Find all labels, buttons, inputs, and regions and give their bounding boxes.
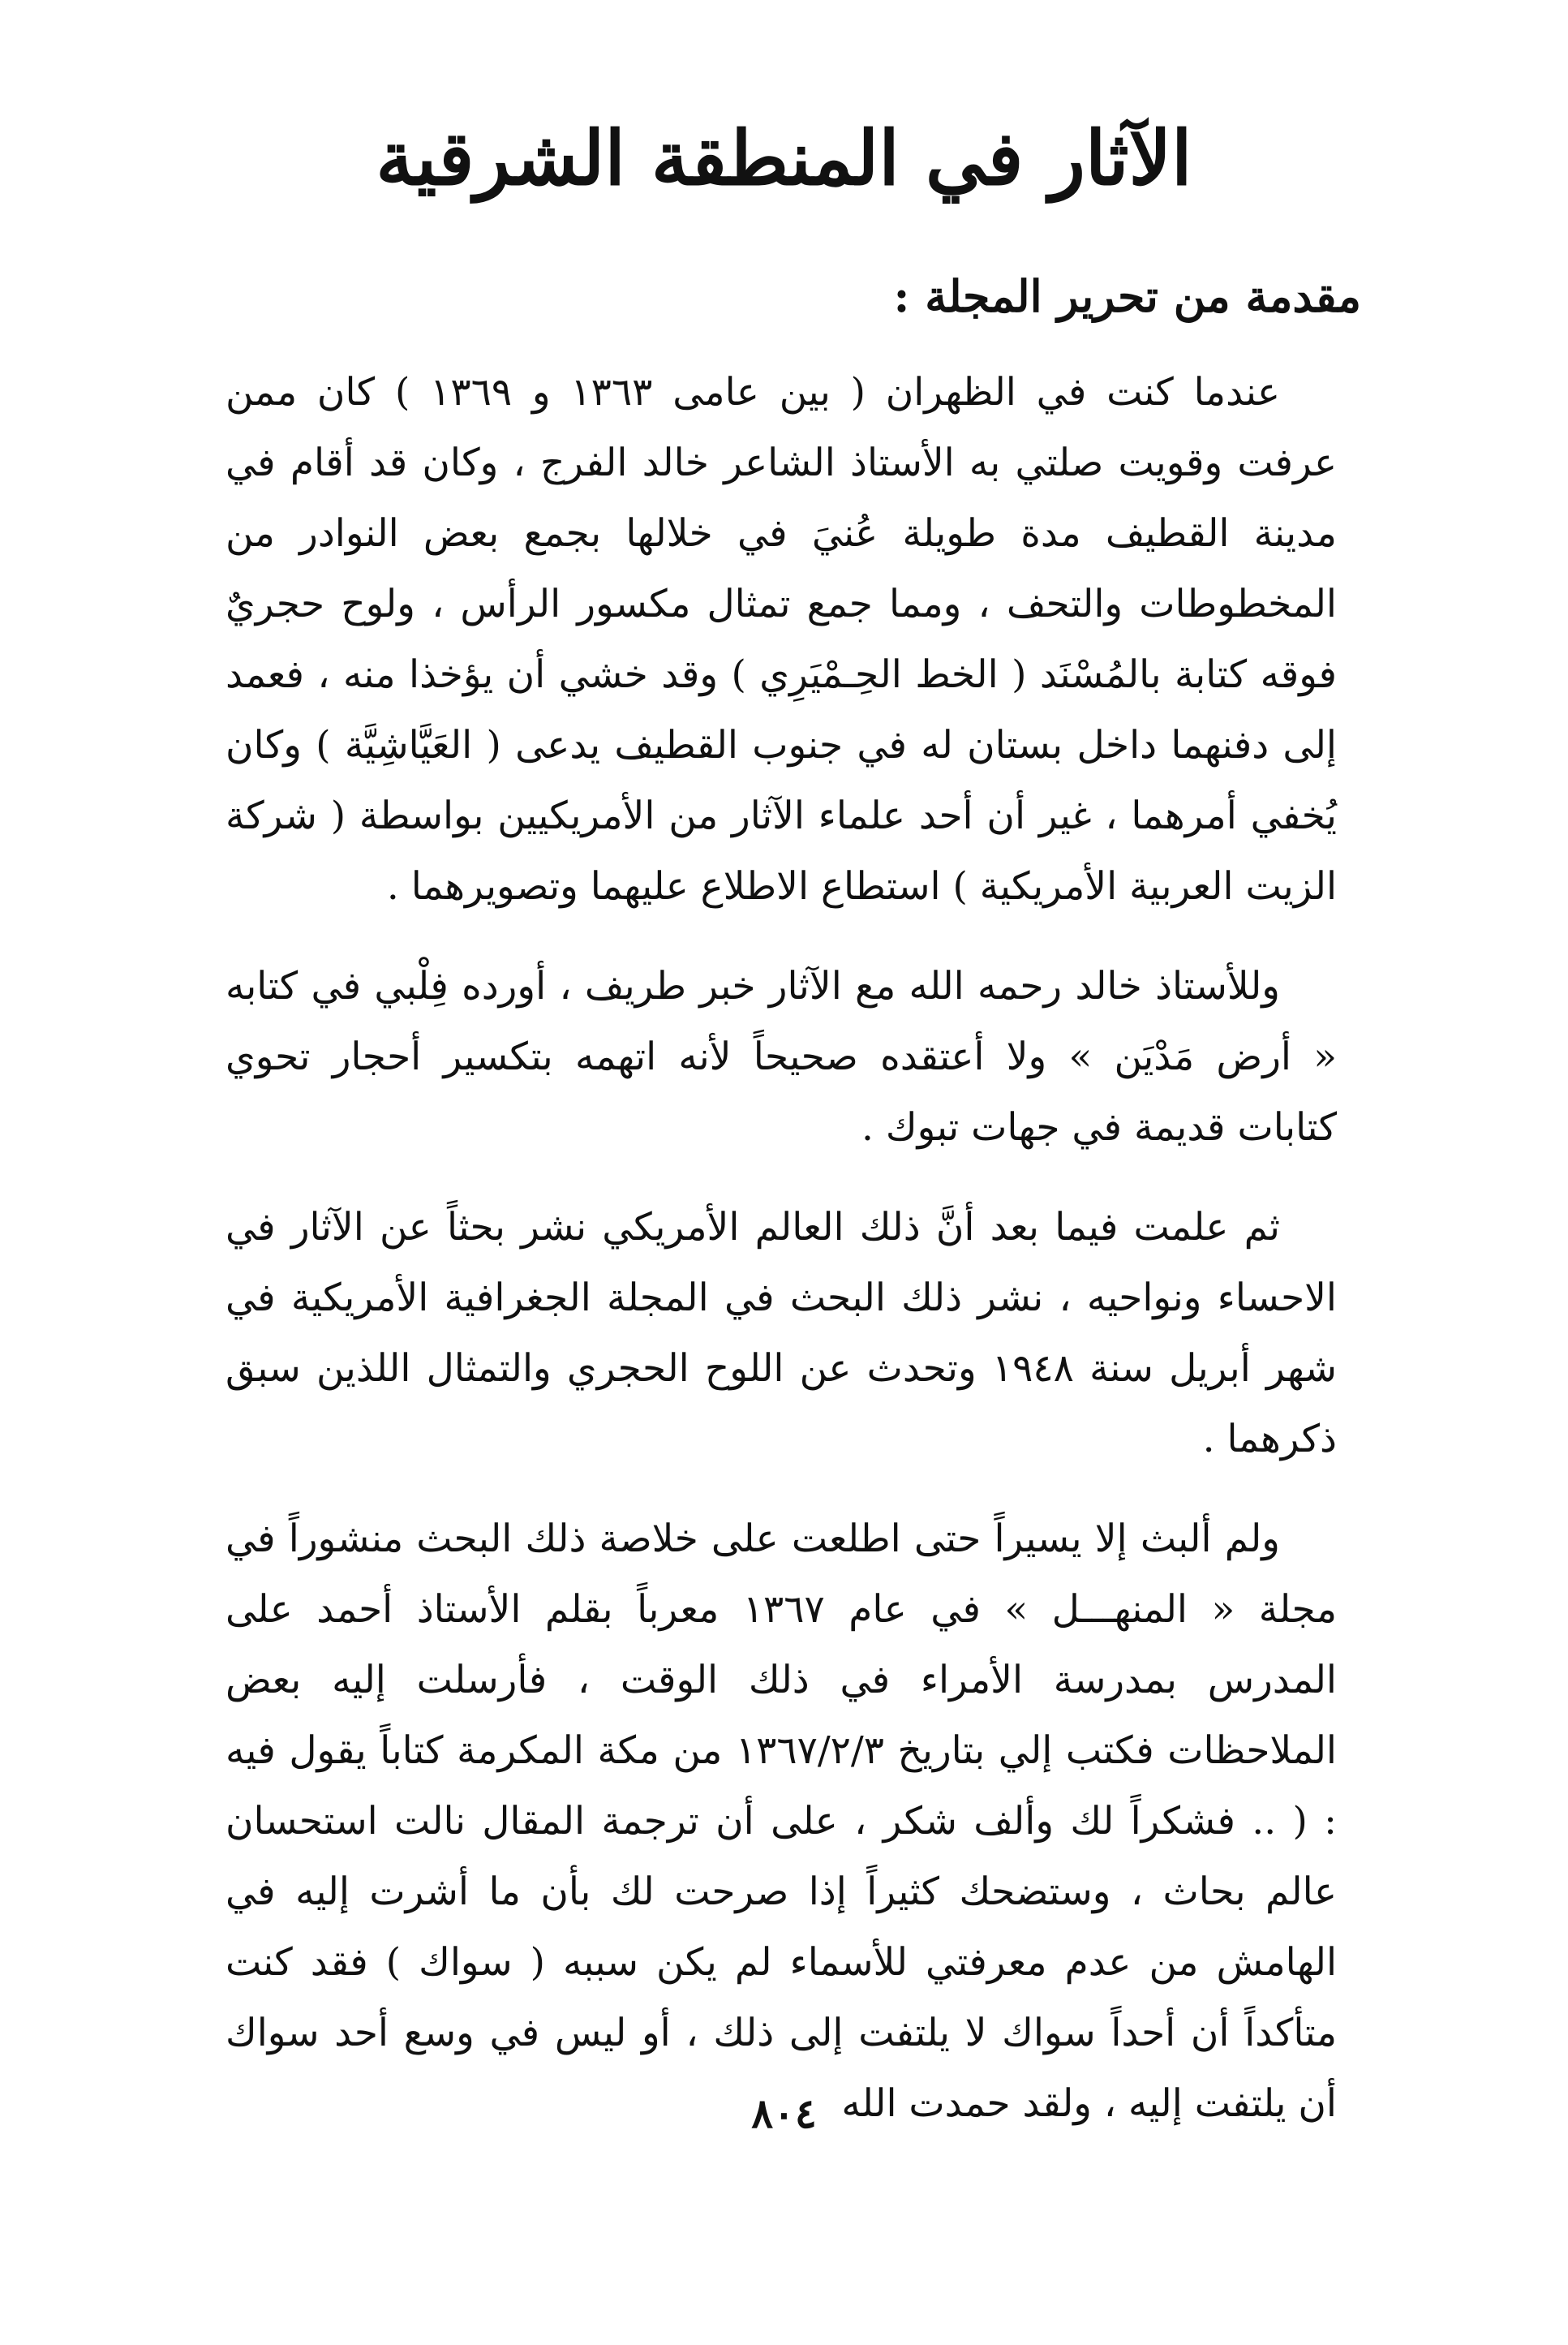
article-title: الآثار في المنطقة الشرقية bbox=[376, 114, 1192, 202]
article-body bbox=[226, 357, 1337, 2168]
section-heading: مقدمة من تحرير المجلة : bbox=[893, 270, 1361, 322]
paragraph-2: وللأستاذ خالد رحمه الله مع الآثار خبر طريف ، أورده فِلْبي في كتابه « أرض مَدْيَن » ولا أعتقده صحيحاً لأنه اتهمه بتكسير أحجار تحوي كتابات قديمة في جهات تبوك . bbox=[226, 964, 1337, 1150]
paragraph-3: ثم علمت فيما بعد أنَّ ذلك العالم الأمريكي نشر بحثاً عن الآثار في الاحساء ونواحيه ، نشر ذلك البحث في المجلة الجغرافية الأمريكية في شهر أبريل سنة ١٩٤٨ وتحدث عن اللوح الحجري والتمثال اللذين سبق ذكرهما . bbox=[226, 1205, 1337, 1461]
paragraph-4: ولم ألبث إلا يسيراً حتى اطلعت على خلاصة ذلك البحث منشوراً في مجلة « المنهـــل » في عام ١٣٦٧ معرباً بقلم الأستاذ أحمد على المدرس بمدرسة الأمراء في ذلك الوقت ، فأرسلت إليه بعض الملاحظات فكتب إلي بتاريخ ١٣٦٧/٢/٣ من مكة المكرمة كتاباً يقول فيه : ( .. فشكراً لك وألف شكر ، على أن ترجمة المقال نالت استحسان عالم بحاث ، وستضحك كثيراً إذا صرحت لك بأن ما أشرت إليه في الهامش من عدم معرفتي للأسماء لم يكن سببه ( سواك ) فقد كنت متأكداً أن أحداً سواك لا يلتفت إلى ذلك ، أو ليس في وسع أحد سواك أن يلتفت إليه ، ولقد حمدت الله bbox=[226, 1517, 1337, 2126]
paragraph-1: عندما كنت في الظهران ( بين عامى ١٣٦٣ و ١٣٦٩ ) كان ممن عرفت وقويت صلتي به الأستاذ الشاعر خالد الفرج ، وكان قد أقام في مدينة القطيف مدة طويلة عُنيَ في خلالها بجمع بعض النوادر من المخطوطات والتحف ، ومما جمع تمثال مكسور الرأس ، ولوح حجريٌ فوقه كتابة بالمُسْنَد ( الخط الحِـمْيَرِي ) وقد خشي أن يؤخذا منه ، فعمد إلى دفنهما داخل بستان له في جنوب القطيف يدعى ( العَيَّاشِيَّة ) وكان يُخفي أمرهما ، غير أن أحد علماء الآثار من الأمريكيين بواسطة ( شركة الزيت العربية الأمريكية ) استطاع الاطلاع عليهما وتصويرهما . bbox=[226, 370, 1337, 909]
page-number: ٨٠٤ bbox=[751, 2089, 817, 2137]
